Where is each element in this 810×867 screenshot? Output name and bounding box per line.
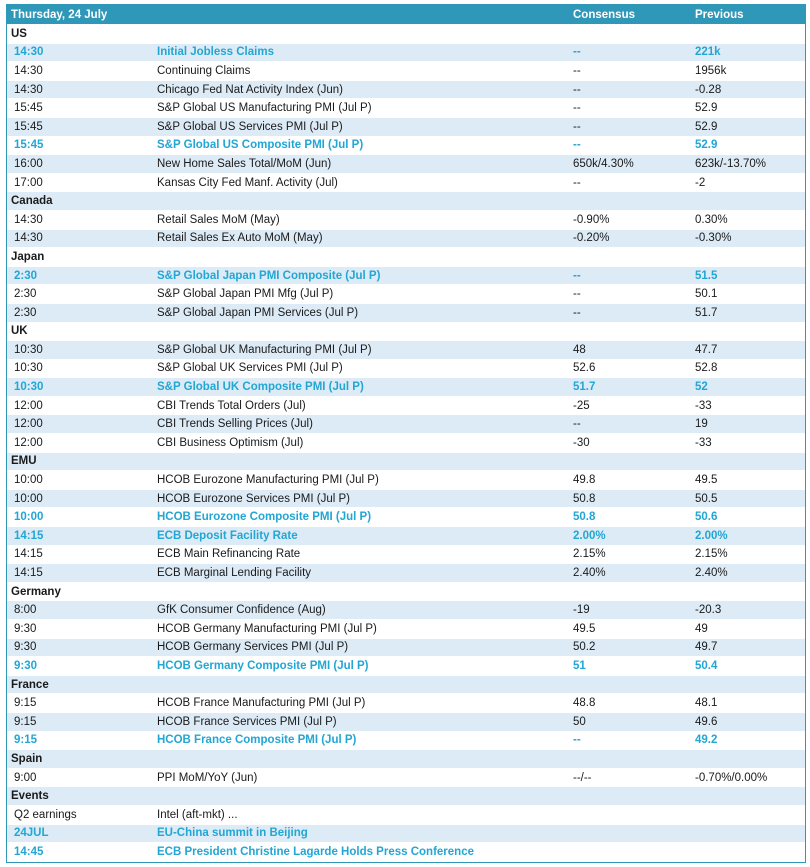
previous-value: 51.5 (695, 269, 718, 282)
event-time: 10:00 (14, 492, 43, 505)
previous-value: -0.70%/0.00% (695, 771, 768, 784)
consensus-value: -0.90% (573, 213, 610, 226)
consensus-value: 50.8 (573, 511, 596, 524)
event-time: 14:15 (14, 529, 44, 542)
previous-value: -20.3 (695, 604, 722, 617)
previous-value: 52.9 (695, 120, 718, 133)
event-time: 17:00 (14, 176, 43, 189)
consensus-value: 2.00% (573, 529, 606, 542)
event-name: S&P Global Japan PMI Composite (Jul P) (157, 269, 381, 282)
event-name: PPI MoM/YoY (Jun) (157, 771, 258, 784)
table-row (7, 732, 805, 751)
event-time: 15:45 (14, 102, 43, 115)
consensus-value: 52.6 (573, 362, 596, 375)
table-row (7, 843, 805, 862)
consensus-value: -- (573, 83, 581, 96)
table-row (7, 713, 805, 732)
table-row (7, 415, 805, 434)
table-row (7, 397, 805, 416)
consensus-value: 650k/4.30% (573, 157, 634, 170)
event-time: Q2 earnings (14, 808, 77, 821)
consensus-value: -- (573, 64, 581, 77)
event-time: 2:30 (14, 306, 37, 319)
consensus-value: 49.8 (573, 474, 596, 487)
event-time: 15:45 (14, 120, 43, 133)
section-label: Germany (11, 585, 61, 598)
event-name: HCOB Germany Services PMI (Jul P) (157, 641, 349, 654)
section-label: Canada (11, 195, 53, 208)
previous-value: 50.5 (695, 492, 718, 505)
consensus-value: 50 (573, 715, 586, 728)
table-row (7, 211, 805, 230)
previous-value: 623k/-13.70% (695, 157, 766, 170)
table-body (7, 25, 805, 862)
header-date: Thursday, 24 July (11, 8, 108, 21)
event-time: 10:30 (14, 343, 43, 356)
section-header (7, 787, 805, 806)
event-time: 9:15 (14, 715, 37, 728)
event-name: HCOB France Services PMI (Jul P) (157, 715, 337, 728)
previous-value: 49.6 (695, 715, 718, 728)
consensus-value: -- (573, 418, 581, 431)
event-name: HCOB Germany Manufacturing PMI (Jul P) (157, 622, 377, 635)
table-row (7, 230, 805, 249)
consensus-value: -- (573, 269, 581, 282)
section-label: EMU (11, 455, 37, 468)
table-row (7, 81, 805, 100)
event-name: S&P Global UK Composite PMI (Jul P) (157, 381, 364, 394)
event-time: 12:00 (14, 436, 43, 449)
section-header (7, 750, 805, 769)
table-row (7, 434, 805, 453)
section-label: France (11, 678, 49, 691)
table-row (7, 490, 805, 509)
previous-value: 221k (695, 46, 721, 59)
event-name: S&P Global UK Services PMI (Jul P) (157, 362, 343, 375)
previous-value: 50.6 (695, 511, 718, 524)
section-label: Japan (11, 250, 45, 263)
table-row (7, 44, 805, 63)
consensus-value: -- (573, 734, 581, 747)
event-name: CBI Trends Total Orders (Jul) (157, 399, 306, 412)
event-name: S&P Global US Services PMI (Jul P) (157, 120, 343, 133)
event-time: 2:30 (14, 288, 37, 301)
table-row (7, 564, 805, 583)
table-row (7, 118, 805, 137)
previous-value: 48.1 (695, 697, 718, 710)
consensus-value: 51.7 (573, 381, 596, 394)
previous-value: 2.00% (695, 529, 728, 542)
event-name: CBI Business Optimism (Jul) (157, 436, 304, 449)
previous-value: -0.30% (695, 232, 732, 245)
section-header (7, 192, 805, 211)
event-time: 10:30 (14, 362, 43, 375)
event-time: 9:00 (14, 771, 37, 784)
table-row (7, 99, 805, 118)
consensus-value: -- (573, 139, 581, 152)
event-name: S&P Global Japan PMI Services (Jul P) (157, 306, 359, 319)
event-time: 10:00 (14, 474, 43, 487)
table-row (7, 639, 805, 658)
table-row (7, 806, 805, 825)
section-header (7, 248, 805, 267)
section-header (7, 583, 805, 602)
event-name: S&P Global UK Manufacturing PMI (Jul P) (157, 343, 372, 356)
event-time: 9:15 (14, 734, 38, 747)
previous-value: -0.28 (695, 83, 722, 96)
previous-value: 49.5 (695, 474, 718, 487)
event-time: 10:00 (14, 511, 44, 524)
event-time: 12:00 (14, 418, 43, 431)
previous-value: 0.30% (695, 213, 728, 226)
section-label: US (11, 27, 27, 40)
consensus-value: -- (573, 288, 581, 301)
previous-value: 2.15% (695, 548, 728, 561)
event-name: S&P Global US Composite PMI (Jul P) (157, 139, 364, 152)
consensus-value: 48 (573, 343, 586, 356)
table-row (7, 769, 805, 788)
consensus-value: -- (573, 176, 581, 189)
consensus-value: 48.8 (573, 697, 596, 710)
consensus-value: -- (573, 102, 581, 115)
event-name: New Home Sales Total/MoM (Jun) (157, 157, 332, 170)
table-row (7, 174, 805, 193)
consensus-value: -- (573, 46, 581, 59)
previous-value: -33 (695, 436, 712, 449)
event-name: CBI Trends Selling Prices (Jul) (157, 418, 313, 431)
event-time: 14:30 (14, 232, 43, 245)
event-time: 14:15 (14, 567, 43, 580)
event-name: HCOB Eurozone Services PMI (Jul P) (157, 492, 351, 505)
previous-value: 19 (695, 418, 708, 431)
table-row (7, 825, 805, 844)
previous-value: 2.40% (695, 567, 728, 580)
event-name: Continuing Claims (157, 64, 251, 77)
event-time: 14:30 (14, 213, 43, 226)
event-name: HCOB Eurozone Manufacturing PMI (Jul P) (157, 474, 379, 487)
consensus-value: 2.40% (573, 567, 606, 580)
economic-calendar-table (6, 4, 806, 863)
event-time: 9:30 (14, 641, 37, 654)
previous-value: 52.9 (695, 102, 718, 115)
header-previous: Previous (695, 8, 744, 21)
consensus-value: 2.15% (573, 548, 606, 561)
consensus-value: 49.5 (573, 622, 596, 635)
previous-value: 51.7 (695, 306, 718, 319)
event-time: 9:30 (14, 659, 38, 672)
event-name: Initial Jobless Claims (157, 46, 274, 59)
previous-value: 49 (695, 622, 708, 635)
table-header (7, 5, 805, 25)
event-name: S&P Global Japan PMI Mfg (Jul P) (157, 288, 334, 301)
section-label: Spain (11, 752, 43, 765)
previous-value: 50.1 (695, 288, 718, 301)
previous-value: 49.2 (695, 734, 718, 747)
consensus-value: -- (573, 306, 581, 319)
table-row (7, 285, 805, 304)
previous-value: 52.8 (695, 362, 718, 375)
table-row (7, 694, 805, 713)
table-row (7, 155, 805, 174)
event-time: 24JUL (14, 827, 49, 840)
table-row (7, 62, 805, 81)
event-name: Kansas City Fed Manf. Activity (Jul) (157, 176, 338, 189)
table-row (7, 657, 805, 676)
event-name: HCOB Eurozone Composite PMI (Jul P) (157, 511, 372, 524)
event-name: ECB Marginal Lending Facility (157, 567, 312, 580)
previous-value: 1956k (695, 64, 727, 77)
event-time: 12:00 (14, 399, 43, 412)
event-name: ECB Deposit Facility Rate (157, 529, 298, 542)
consensus-value: -19 (573, 604, 590, 617)
consensus-value: 50.8 (573, 492, 596, 505)
table-row (7, 378, 805, 397)
event-name: HCOB Germany Composite PMI (Jul P) (157, 659, 369, 672)
consensus-value: -- (573, 120, 581, 133)
event-name: Retail Sales Ex Auto MoM (May) (157, 232, 323, 245)
event-time: 9:15 (14, 697, 37, 710)
event-time: 14:45 (14, 845, 44, 858)
consensus-value: 51 (573, 659, 586, 672)
event-time: 8:00 (14, 604, 37, 617)
event-name: HCOB France Composite PMI (Jul P) (157, 734, 357, 747)
previous-value: -2 (695, 176, 706, 189)
event-name: ECB Main Refinancing Rate (157, 548, 301, 561)
event-time: 16:00 (14, 157, 43, 170)
event-time: 15:45 (14, 139, 44, 152)
section-header (7, 676, 805, 695)
table-row (7, 360, 805, 379)
table-row (7, 620, 805, 639)
consensus-value: --/-- (573, 771, 592, 784)
section-label: Events (11, 790, 49, 803)
previous-value: 49.7 (695, 641, 718, 654)
event-time: 14:15 (14, 548, 43, 561)
section-header (7, 25, 805, 44)
table-row (7, 304, 805, 323)
event-time: 9:30 (14, 622, 37, 635)
table-row (7, 341, 805, 360)
event-time: 14:30 (14, 83, 43, 96)
event-time: 14:30 (14, 46, 44, 59)
event-name: Chicago Fed Nat Activity Index (Jun) (157, 83, 343, 96)
previous-value: 50.4 (695, 659, 718, 672)
table-row (7, 527, 805, 546)
previous-value: 47.7 (695, 343, 718, 356)
table-row (7, 137, 805, 156)
event-name: Intel (aft-mkt) ... (157, 808, 238, 821)
table-row (7, 546, 805, 565)
event-name: Retail Sales MoM (May) (157, 213, 280, 226)
consensus-value: -0.20% (573, 232, 610, 245)
table-row (7, 471, 805, 490)
event-name: GfK Consumer Confidence (Aug) (157, 604, 326, 617)
consensus-value: -30 (573, 436, 590, 449)
event-name: HCOB France Manufacturing PMI (Jul P) (157, 697, 366, 710)
header-consensus: Consensus (573, 8, 635, 21)
previous-value: 52.9 (695, 139, 718, 152)
event-name: ECB President Christine Lagarde Holds Press Conference (157, 845, 474, 858)
previous-value: -33 (695, 399, 712, 412)
section-label: UK (11, 325, 28, 338)
consensus-value: 50.2 (573, 641, 596, 654)
event-name: EU-China summit in Beijing (157, 827, 308, 840)
previous-value: 52 (695, 381, 708, 394)
event-time: 2:30 (14, 269, 38, 282)
consensus-value: -25 (573, 399, 590, 412)
table-row (7, 508, 805, 527)
event-time: 14:30 (14, 64, 43, 77)
event-name: S&P Global US Manufacturing PMI (Jul P) (157, 102, 372, 115)
table-row (7, 267, 805, 286)
section-header (7, 453, 805, 472)
section-header (7, 323, 805, 342)
table-row (7, 601, 805, 620)
event-time: 10:30 (14, 381, 44, 394)
